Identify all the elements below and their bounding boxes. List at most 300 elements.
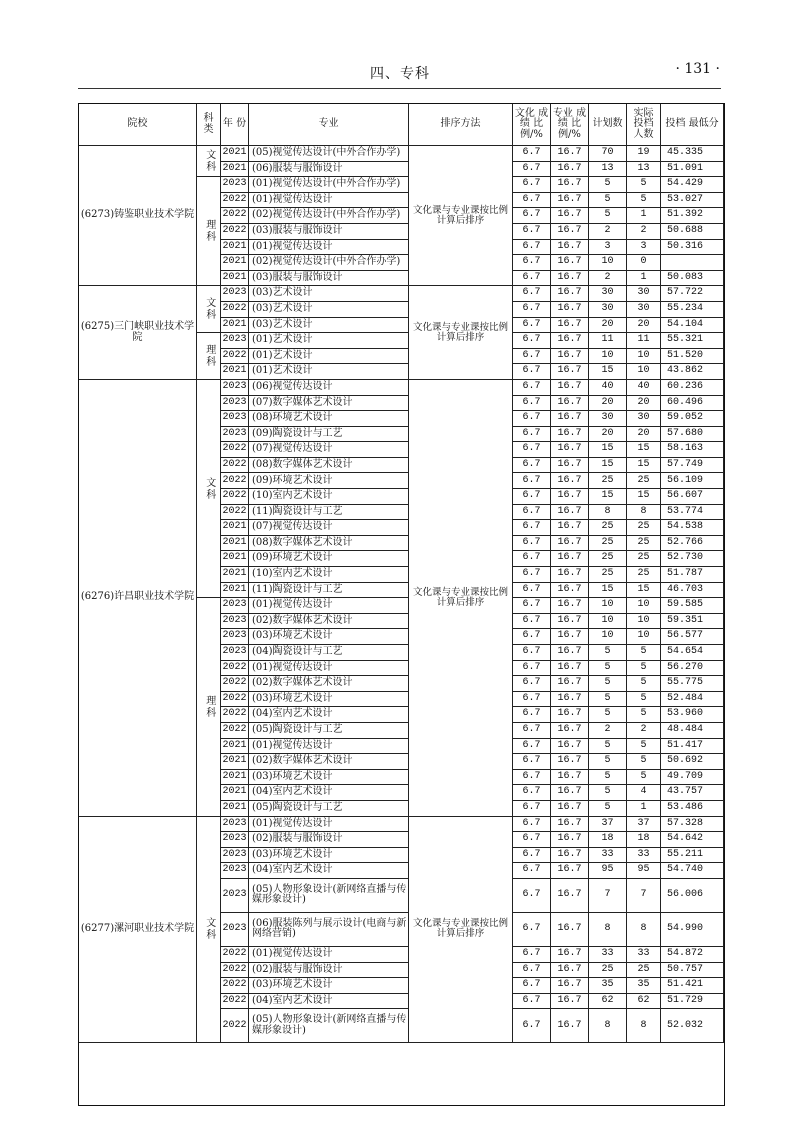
plan-cell: 33 — [589, 848, 627, 864]
min-score-cell: 54.654 — [661, 645, 724, 661]
major-cell: (03)艺术设计 — [249, 318, 409, 334]
major-cell: (01)艺术设计 — [249, 364, 409, 380]
major-ratio-cell: 16.7 — [551, 707, 589, 723]
major-cell: (03)艺术设计 — [249, 286, 409, 302]
category-label: 理科 — [197, 598, 221, 816]
actual-cell: 5 — [627, 645, 661, 661]
category-label: 文科 — [197, 286, 221, 333]
plan-cell: 8 — [589, 505, 627, 521]
major-ratio-cell: 16.7 — [551, 255, 589, 271]
culture-ratio-cell: 6.7 — [513, 442, 551, 458]
major-ratio-cell: 16.7 — [551, 770, 589, 786]
min-score-cell: 55.211 — [661, 848, 724, 864]
culture-ratio-cell: 6.7 — [513, 473, 551, 489]
year-cell: 2023 — [221, 848, 249, 864]
major-cell: (04)室内艺术设计 — [249, 863, 409, 879]
actual-cell: 8 — [627, 505, 661, 521]
major-ratio-cell: 16.7 — [551, 286, 589, 302]
actual-cell: 25 — [627, 551, 661, 567]
admission-table — [78, 103, 725, 1106]
major-ratio-cell: 16.7 — [551, 536, 589, 552]
culture-ratio-cell: 6.7 — [513, 411, 551, 427]
plan-cell: 5 — [589, 707, 627, 723]
major-cell: (01)视觉传达设计 — [249, 240, 409, 256]
plan-cell: 20 — [589, 318, 627, 334]
major-cell: (05)陶瓷设计与工艺 — [249, 723, 409, 739]
major-ratio-cell: 16.7 — [551, 614, 589, 630]
culture-ratio-cell: 6.7 — [513, 505, 551, 521]
major-cell: (03)环境艺术设计 — [249, 692, 409, 708]
major-ratio-cell: 16.7 — [551, 832, 589, 848]
plan-cell: 5 — [589, 801, 627, 817]
actual-cell: 10 — [627, 349, 661, 365]
actual-cell: 40 — [627, 380, 661, 396]
major-cell: (03)环境艺术设计 — [249, 629, 409, 645]
culture-ratio-cell: 6.7 — [513, 302, 551, 318]
actual-cell: 4 — [627, 785, 661, 801]
actual-cell: 8 — [627, 913, 661, 947]
actual-cell: 25 — [627, 963, 661, 979]
major-ratio-cell: 16.7 — [551, 879, 589, 913]
major-cell: (05)人物形象设计(新网络直播与传媒形象设计) — [249, 1009, 409, 1043]
actual-cell: 8 — [627, 1009, 661, 1043]
year-cell: 2021 — [221, 271, 249, 287]
major-ratio-cell: 16.7 — [551, 723, 589, 739]
year-cell: 2022 — [221, 505, 249, 521]
major-ratio-cell: 16.7 — [551, 146, 589, 162]
major-ratio-cell: 16.7 — [551, 739, 589, 755]
year-cell: 2021 — [221, 583, 249, 599]
culture-ratio-cell: 6.7 — [513, 947, 551, 963]
major-cell: (01)艺术设计 — [249, 333, 409, 349]
year-cell: 2023 — [221, 629, 249, 645]
plan-cell: 20 — [589, 396, 627, 412]
actual-cell: 5 — [627, 770, 661, 786]
culture-ratio-cell: 6.7 — [513, 240, 551, 256]
year-cell: 2021 — [221, 567, 249, 583]
year-cell: 2023 — [221, 286, 249, 302]
plan-cell: 5 — [589, 754, 627, 770]
year-cell: 2022 — [221, 947, 249, 963]
major-ratio-cell: 16.7 — [551, 913, 589, 947]
major-ratio-cell: 16.7 — [551, 177, 589, 193]
actual-cell: 0 — [627, 255, 661, 271]
min-score-cell: 55.234 — [661, 302, 724, 318]
major-ratio-cell: 16.7 — [551, 848, 589, 864]
major-cell: (05)人物形象设计(新网络直播与传媒形象设计) — [249, 879, 409, 913]
major-cell: (02)数字媒体艺术设计 — [249, 614, 409, 630]
actual-cell: 25 — [627, 567, 661, 583]
actual-cell: 25 — [627, 520, 661, 536]
year-cell: 2022 — [221, 302, 249, 318]
major-ratio-cell: 16.7 — [551, 863, 589, 879]
min-score-cell: 53.960 — [661, 707, 724, 723]
actual-cell: 15 — [627, 583, 661, 599]
plan-cell: 5 — [589, 785, 627, 801]
plan-cell: 35 — [589, 978, 627, 994]
culture-ratio-cell: 6.7 — [513, 146, 551, 162]
actual-cell: 20 — [627, 396, 661, 412]
min-score-cell: 49.709 — [661, 770, 724, 786]
major-cell: (09)陶瓷设计与工艺 — [249, 427, 409, 443]
min-score-cell: 53.774 — [661, 505, 724, 521]
major-ratio-cell: 16.7 — [551, 364, 589, 380]
culture-ratio-cell: 6.7 — [513, 879, 551, 913]
major-ratio-cell: 16.7 — [551, 333, 589, 349]
year-cell: 2023 — [221, 427, 249, 443]
actual-cell: 10 — [627, 614, 661, 630]
culture-ratio-cell: 6.7 — [513, 333, 551, 349]
year-cell: 2023 — [221, 598, 249, 614]
actual-cell: 15 — [627, 442, 661, 458]
plan-cell: 30 — [589, 286, 627, 302]
major-ratio-cell: 16.7 — [551, 442, 589, 458]
actual-cell: 35 — [627, 978, 661, 994]
major-cell: (05)视觉传达设计(中外合作办学) — [249, 146, 409, 162]
major-ratio-cell: 16.7 — [551, 240, 589, 256]
major-ratio-cell: 16.7 — [551, 567, 589, 583]
actual-cell: 30 — [627, 411, 661, 427]
culture-ratio-cell: 6.7 — [513, 364, 551, 380]
plan-cell: 40 — [589, 380, 627, 396]
culture-ratio-cell: 6.7 — [513, 645, 551, 661]
culture-ratio-cell: 6.7 — [513, 963, 551, 979]
plan-cell: 25 — [589, 520, 627, 536]
min-score-cell: 57.722 — [661, 286, 724, 302]
culture-ratio-cell: 6.7 — [513, 427, 551, 443]
major-ratio-cell: 16.7 — [551, 661, 589, 677]
major-ratio-cell: 16.7 — [551, 963, 589, 979]
major-cell: (01)视觉传达设计 — [249, 739, 409, 755]
plan-cell: 8 — [589, 1009, 627, 1043]
culture-ratio-cell: 6.7 — [513, 707, 551, 723]
culture-ratio-cell: 6.7 — [513, 978, 551, 994]
major-ratio-cell: 16.7 — [551, 583, 589, 599]
year-cell: 2022 — [221, 1009, 249, 1043]
major-cell: (02)视觉传达设计(中外合作办学) — [249, 255, 409, 271]
year-cell: 2021 — [221, 162, 249, 178]
min-score-cell: 59.351 — [661, 614, 724, 630]
actual-cell: 5 — [627, 177, 661, 193]
min-score-cell: 52.032 — [661, 1009, 724, 1043]
min-score-cell: 50.316 — [661, 240, 724, 256]
culture-ratio-cell: 6.7 — [513, 1009, 551, 1043]
plan-cell: 5 — [589, 193, 627, 209]
year-cell: 2023 — [221, 396, 249, 412]
min-score-cell: 51.520 — [661, 349, 724, 365]
actual-cell: 95 — [627, 863, 661, 879]
culture-ratio-cell: 6.7 — [513, 551, 551, 567]
major-ratio-cell: 16.7 — [551, 645, 589, 661]
min-score-cell: 50.083 — [661, 271, 724, 287]
major-cell: (02)数字媒体艺术设计 — [249, 676, 409, 692]
year-cell: 2023 — [221, 645, 249, 661]
min-score-cell: 51.421 — [661, 978, 724, 994]
plan-cell: 95 — [589, 863, 627, 879]
culture-ratio-cell: 6.7 — [513, 177, 551, 193]
plan-cell: 5 — [589, 739, 627, 755]
year-cell: 2021 — [221, 255, 249, 271]
category-label: 文科 — [197, 146, 221, 177]
culture-ratio-cell: 6.7 — [513, 583, 551, 599]
major-cell: (01)视觉传达设计(中外合作办学) — [249, 177, 409, 193]
plan-cell: 25 — [589, 963, 627, 979]
min-score-cell: 59.052 — [661, 411, 724, 427]
page-title: 四、专科 — [370, 66, 430, 82]
plan-cell: 11 — [589, 333, 627, 349]
culture-ratio-cell: 6.7 — [513, 785, 551, 801]
year-cell: 2023 — [221, 879, 249, 913]
actual-cell: 5 — [627, 193, 661, 209]
plan-cell: 10 — [589, 614, 627, 630]
year-cell: 2023 — [221, 177, 249, 193]
min-score-cell: 51.091 — [661, 162, 724, 178]
culture-ratio-cell: 6.7 — [513, 162, 551, 178]
actual-cell: 10 — [627, 364, 661, 380]
major-ratio-cell: 16.7 — [551, 994, 589, 1010]
header-major: 专业 — [249, 104, 409, 146]
min-score-cell: 53.486 — [661, 801, 724, 817]
major-cell: (11)陶瓷设计与工艺 — [249, 505, 409, 521]
major-cell: (09)环境艺术设计 — [249, 473, 409, 489]
category-label: 文科 — [197, 817, 221, 1044]
min-score-cell: 51.417 — [661, 739, 724, 755]
major-ratio-cell: 16.7 — [551, 427, 589, 443]
actual-cell: 10 — [627, 629, 661, 645]
min-score-cell: 56.607 — [661, 489, 724, 505]
min-score-cell: 51.787 — [661, 567, 724, 583]
major-cell: (08)数字媒体艺术设计 — [249, 458, 409, 474]
year-cell: 2022 — [221, 458, 249, 474]
culture-ratio-cell: 6.7 — [513, 208, 551, 224]
major-ratio-cell: 16.7 — [551, 473, 589, 489]
major-cell: (01)艺术设计 — [249, 349, 409, 365]
header-school: 院校 — [79, 104, 197, 146]
major-cell: (08)数字媒体艺术设计 — [249, 536, 409, 552]
plan-cell: 30 — [589, 411, 627, 427]
major-cell: (08)环境艺术设计 — [249, 411, 409, 427]
plan-cell: 8 — [589, 913, 627, 947]
min-score-cell: 54.642 — [661, 832, 724, 848]
major-cell: (03)环境艺术设计 — [249, 770, 409, 786]
category-label: 文科 — [197, 380, 221, 598]
year-cell: 2022 — [221, 661, 249, 677]
major-cell: (03)服装与服饰设计 — [249, 224, 409, 240]
major-cell: (04)室内艺术设计 — [249, 785, 409, 801]
major-cell: (01)视觉传达设计 — [249, 947, 409, 963]
plan-cell: 10 — [589, 598, 627, 614]
actual-cell: 7 — [627, 879, 661, 913]
major-ratio-cell: 16.7 — [551, 349, 589, 365]
major-ratio-cell: 16.7 — [551, 676, 589, 692]
plan-cell: 13 — [589, 162, 627, 178]
actual-cell: 15 — [627, 489, 661, 505]
major-ratio-cell: 16.7 — [551, 224, 589, 240]
major-ratio-cell: 16.7 — [551, 801, 589, 817]
culture-ratio-cell: 6.7 — [513, 567, 551, 583]
min-score-cell: 50.688 — [661, 224, 724, 240]
major-ratio-cell: 16.7 — [551, 193, 589, 209]
min-score-cell: 60.496 — [661, 396, 724, 412]
culture-ratio-cell: 6.7 — [513, 913, 551, 947]
actual-cell: 20 — [627, 427, 661, 443]
culture-ratio-cell: 6.7 — [513, 255, 551, 271]
min-score-cell: 50.692 — [661, 754, 724, 770]
major-cell: (11)陶瓷设计与工艺 — [249, 583, 409, 599]
major-ratio-cell: 16.7 — [551, 411, 589, 427]
min-score-cell: 54.104 — [661, 318, 724, 334]
culture-ratio-cell: 6.7 — [513, 458, 551, 474]
year-cell: 2022 — [221, 723, 249, 739]
min-score-cell: 55.775 — [661, 676, 724, 692]
plan-cell: 62 — [589, 994, 627, 1010]
culture-ratio-cell: 6.7 — [513, 692, 551, 708]
year-cell: 2021 — [221, 801, 249, 817]
year-cell: 2023 — [221, 863, 249, 879]
year-cell: 2023 — [221, 333, 249, 349]
major-ratio-cell: 16.7 — [551, 598, 589, 614]
year-cell: 2023 — [221, 817, 249, 833]
min-score-cell: 51.729 — [661, 994, 724, 1010]
culture-ratio-cell: 6.7 — [513, 380, 551, 396]
culture-ratio-cell: 6.7 — [513, 286, 551, 302]
plan-cell: 2 — [589, 271, 627, 287]
major-ratio-cell: 16.7 — [551, 551, 589, 567]
plan-cell: 5 — [589, 676, 627, 692]
culture-ratio-cell: 6.7 — [513, 863, 551, 879]
category-label: 理科 — [197, 177, 221, 286]
plan-cell: 15 — [589, 442, 627, 458]
min-score-cell: 43.862 — [661, 364, 724, 380]
major-cell: (06)视觉传达设计 — [249, 380, 409, 396]
school-name: (6277)漯河职业技术学院 — [79, 817, 197, 1044]
actual-cell: 5 — [627, 661, 661, 677]
culture-ratio-cell: 6.7 — [513, 614, 551, 630]
actual-cell: 62 — [627, 994, 661, 1010]
min-score-cell: 54.740 — [661, 863, 724, 879]
plan-cell: 37 — [589, 817, 627, 833]
major-cell: (01)视觉传达设计 — [249, 598, 409, 614]
major-ratio-cell: 16.7 — [551, 489, 589, 505]
major-cell: (09)环境艺术设计 — [249, 551, 409, 567]
actual-cell: 3 — [627, 240, 661, 256]
actual-cell: 5 — [627, 692, 661, 708]
header-major-ratio: 专业 成绩 比例/% — [551, 104, 589, 146]
year-cell: 2021 — [221, 364, 249, 380]
actual-cell: 30 — [627, 286, 661, 302]
plan-cell: 25 — [589, 473, 627, 489]
min-score-cell: 51.392 — [661, 208, 724, 224]
major-ratio-cell: 16.7 — [551, 458, 589, 474]
min-score-cell: 55.321 — [661, 333, 724, 349]
actual-cell: 5 — [627, 676, 661, 692]
year-cell: 2022 — [221, 442, 249, 458]
min-score-cell: 52.730 — [661, 551, 724, 567]
culture-ratio-cell: 6.7 — [513, 224, 551, 240]
header-actual: 实际 投档 人数 — [627, 104, 661, 146]
plan-cell: 10 — [589, 255, 627, 271]
culture-ratio-cell: 6.7 — [513, 536, 551, 552]
major-ratio-cell: 16.7 — [551, 380, 589, 396]
min-score-cell: 59.585 — [661, 598, 724, 614]
culture-ratio-cell: 6.7 — [513, 193, 551, 209]
year-cell: 2022 — [221, 489, 249, 505]
major-cell: (02)服装与服饰设计 — [249, 963, 409, 979]
year-cell: 2022 — [221, 473, 249, 489]
year-cell: 2022 — [221, 208, 249, 224]
year-cell: 2022 — [221, 707, 249, 723]
header-ranking-method: 排序方法 — [409, 104, 513, 146]
year-cell: 2023 — [221, 411, 249, 427]
major-cell: (07)视觉传达设计 — [249, 442, 409, 458]
ranking-method: 文化课与专业课按比例计算后排序 — [409, 146, 513, 286]
header-plan: 计划数 — [589, 104, 627, 146]
header-culture-ratio: 文化 成绩 比例/% — [513, 104, 551, 146]
ranking-method: 文化课与专业课按比例计算后排序 — [409, 286, 513, 380]
actual-cell: 37 — [627, 817, 661, 833]
actual-cell: 1 — [627, 271, 661, 287]
culture-ratio-cell: 6.7 — [513, 848, 551, 864]
header-category: 科 类 — [197, 104, 221, 146]
plan-cell: 10 — [589, 349, 627, 365]
culture-ratio-cell: 6.7 — [513, 629, 551, 645]
min-score-cell: 46.703 — [661, 583, 724, 599]
plan-cell: 15 — [589, 583, 627, 599]
year-cell: 2022 — [221, 193, 249, 209]
year-cell: 2022 — [221, 692, 249, 708]
plan-cell: 5 — [589, 661, 627, 677]
culture-ratio-cell: 6.7 — [513, 994, 551, 1010]
year-cell: 2021 — [221, 551, 249, 567]
major-ratio-cell: 16.7 — [551, 785, 589, 801]
min-score-cell: 54.990 — [661, 913, 724, 947]
plan-cell: 70 — [589, 146, 627, 162]
plan-cell: 25 — [589, 567, 627, 583]
major-cell: (01)视觉传达设计 — [249, 661, 409, 677]
min-score-cell: 53.027 — [661, 193, 724, 209]
min-score-cell: 56.577 — [661, 629, 724, 645]
plan-cell: 30 — [589, 302, 627, 318]
min-score-cell: 57.680 — [661, 427, 724, 443]
actual-cell: 19 — [627, 146, 661, 162]
major-cell: (10)室内艺术设计 — [249, 489, 409, 505]
plan-cell: 15 — [589, 364, 627, 380]
culture-ratio-cell: 6.7 — [513, 723, 551, 739]
plan-cell: 5 — [589, 692, 627, 708]
major-ratio-cell: 16.7 — [551, 629, 589, 645]
plan-cell: 25 — [589, 536, 627, 552]
year-cell: 2023 — [221, 913, 249, 947]
culture-ratio-cell: 6.7 — [513, 801, 551, 817]
plan-cell: 5 — [589, 208, 627, 224]
culture-ratio-cell: 6.7 — [513, 489, 551, 505]
culture-ratio-cell: 6.7 — [513, 661, 551, 677]
plan-cell: 15 — [589, 489, 627, 505]
plan-cell: 3 — [589, 240, 627, 256]
plan-cell: 20 — [589, 427, 627, 443]
year-cell: 2023 — [221, 614, 249, 630]
actual-cell: 25 — [627, 536, 661, 552]
major-ratio-cell: 16.7 — [551, 754, 589, 770]
culture-ratio-cell: 6.7 — [513, 754, 551, 770]
year-cell: 2021 — [221, 536, 249, 552]
major-cell: (06)服装陈列与展示设计(电商与新网络营销) — [249, 913, 409, 947]
actual-cell: 11 — [627, 333, 661, 349]
plan-cell: 7 — [589, 879, 627, 913]
culture-ratio-cell: 6.7 — [513, 349, 551, 365]
school-name: (6276)许昌职业技术学院 — [79, 380, 197, 817]
min-score-cell: 45.335 — [661, 146, 724, 162]
